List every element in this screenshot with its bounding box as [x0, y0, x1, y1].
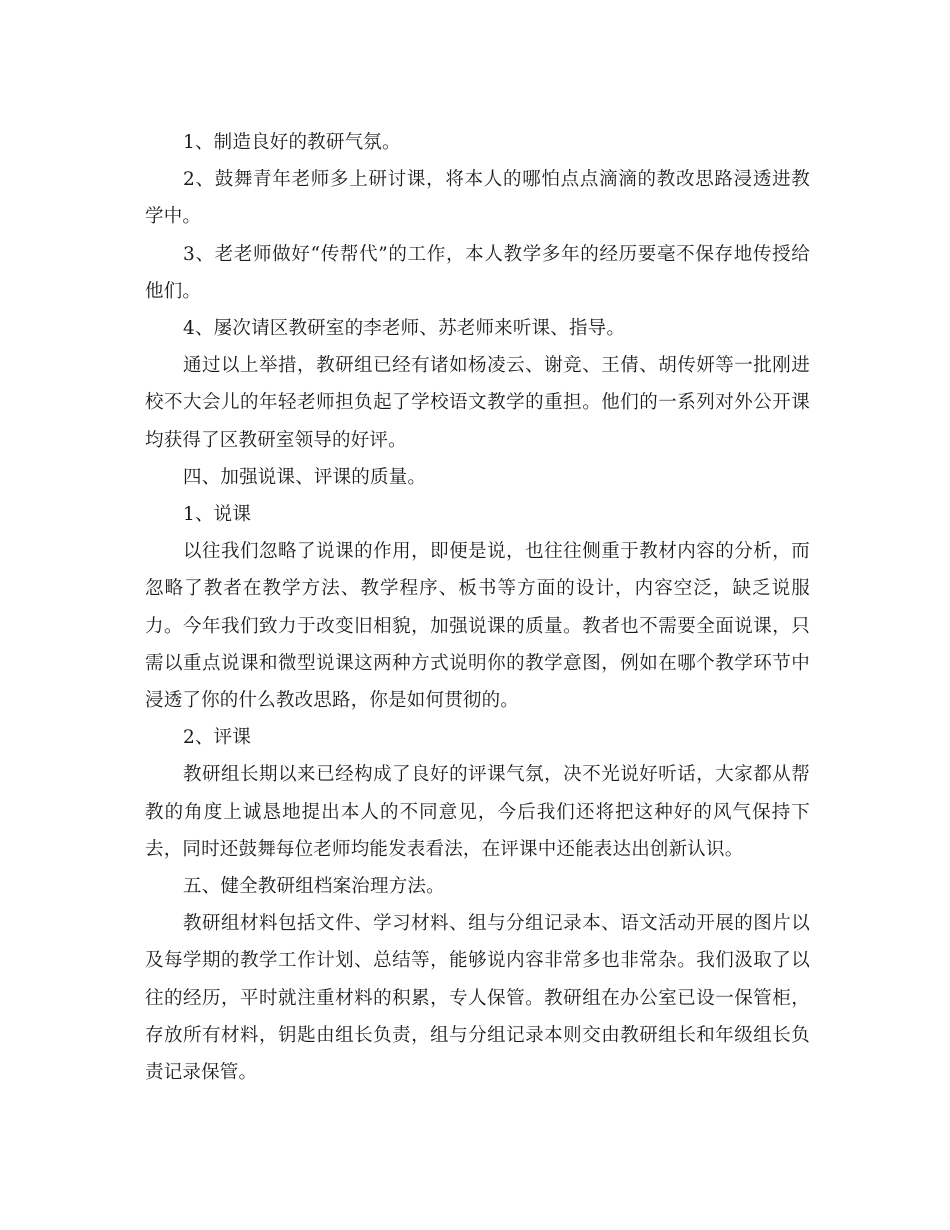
list-item-1: 1、制造良好的教研气氛。: [183, 132, 401, 153]
subheading-pingke: 2、评课: [183, 727, 252, 749]
section-heading-4: 四、加强说课、评课的质量。: [183, 466, 427, 488]
list-item-4: 4、屡次请区教研室的李老师、苏老师来听课、指导。: [183, 318, 626, 340]
paragraph-shuoke: 以往我们忽略了说课的作用，即便是说，也往往侧重于教材内容的分析，而忽略了教者在教学方法、教学程序、板书等方面的设计，内容空泛，缺乏说服力。今年我们致力于改变旧相貌，加强说课的质量。教者也不需要全面说课，只需以重点说课和微型说课这两种方式说明你的教学意图，例如在哪个教学环节中浸透了你的什么教改思路，你是如何贯彻的。: [145, 541, 810, 712]
paragraph-pingke: 教研组长期以来已经构成了良好的评课气氛，决不光说好听话，大家都从帮教的角度上诚恳地提出本人的不同意见，今后我们还将把这种好的风气保持下去，同时还鼓舞每位老师均能发表看法，在评课中还能表达出创新认识。: [145, 764, 810, 860]
list-item-3: 3、老老师做好“传帮代”的工作，本人教学多年的经历要毫不保存地传授给他们。: [145, 243, 810, 302]
list-item-2: 2、鼓舞青年老师多上研讨课，将本人的哪怕点点滴滴的教改思路浸透进教学中。: [145, 169, 810, 228]
paragraph-results: 通过以上举措，教研组已经有诸如杨凌云、谢竞、王倩、胡传妍等一批刚进校不大会儿的年轻老师担负起了学校语文教学的重担。他们的一系列对外公开课均获得了区教研室领导的好评。: [145, 355, 810, 451]
section-heading-5: 五、健全教研组档案治理方法。: [183, 876, 445, 898]
subheading-shuoke: 1、说课: [183, 504, 252, 526]
document-body: [145, 124, 810, 1091]
paragraph-archives: 教研组材料包括文件、学习材料、组与分组记录本、语文活动开展的图片以及每学期的教学工作计划、总结等，能够说内容非常多也非常杂。我们汲取了以往的经历，平时就注重材料的积累，专人保管。教研组在办公室已设一保管柜，存放所有材料，钥匙由组长负责，组与分组记录本则交由教研组长和年级组长负责记录保管。: [145, 913, 810, 1084]
